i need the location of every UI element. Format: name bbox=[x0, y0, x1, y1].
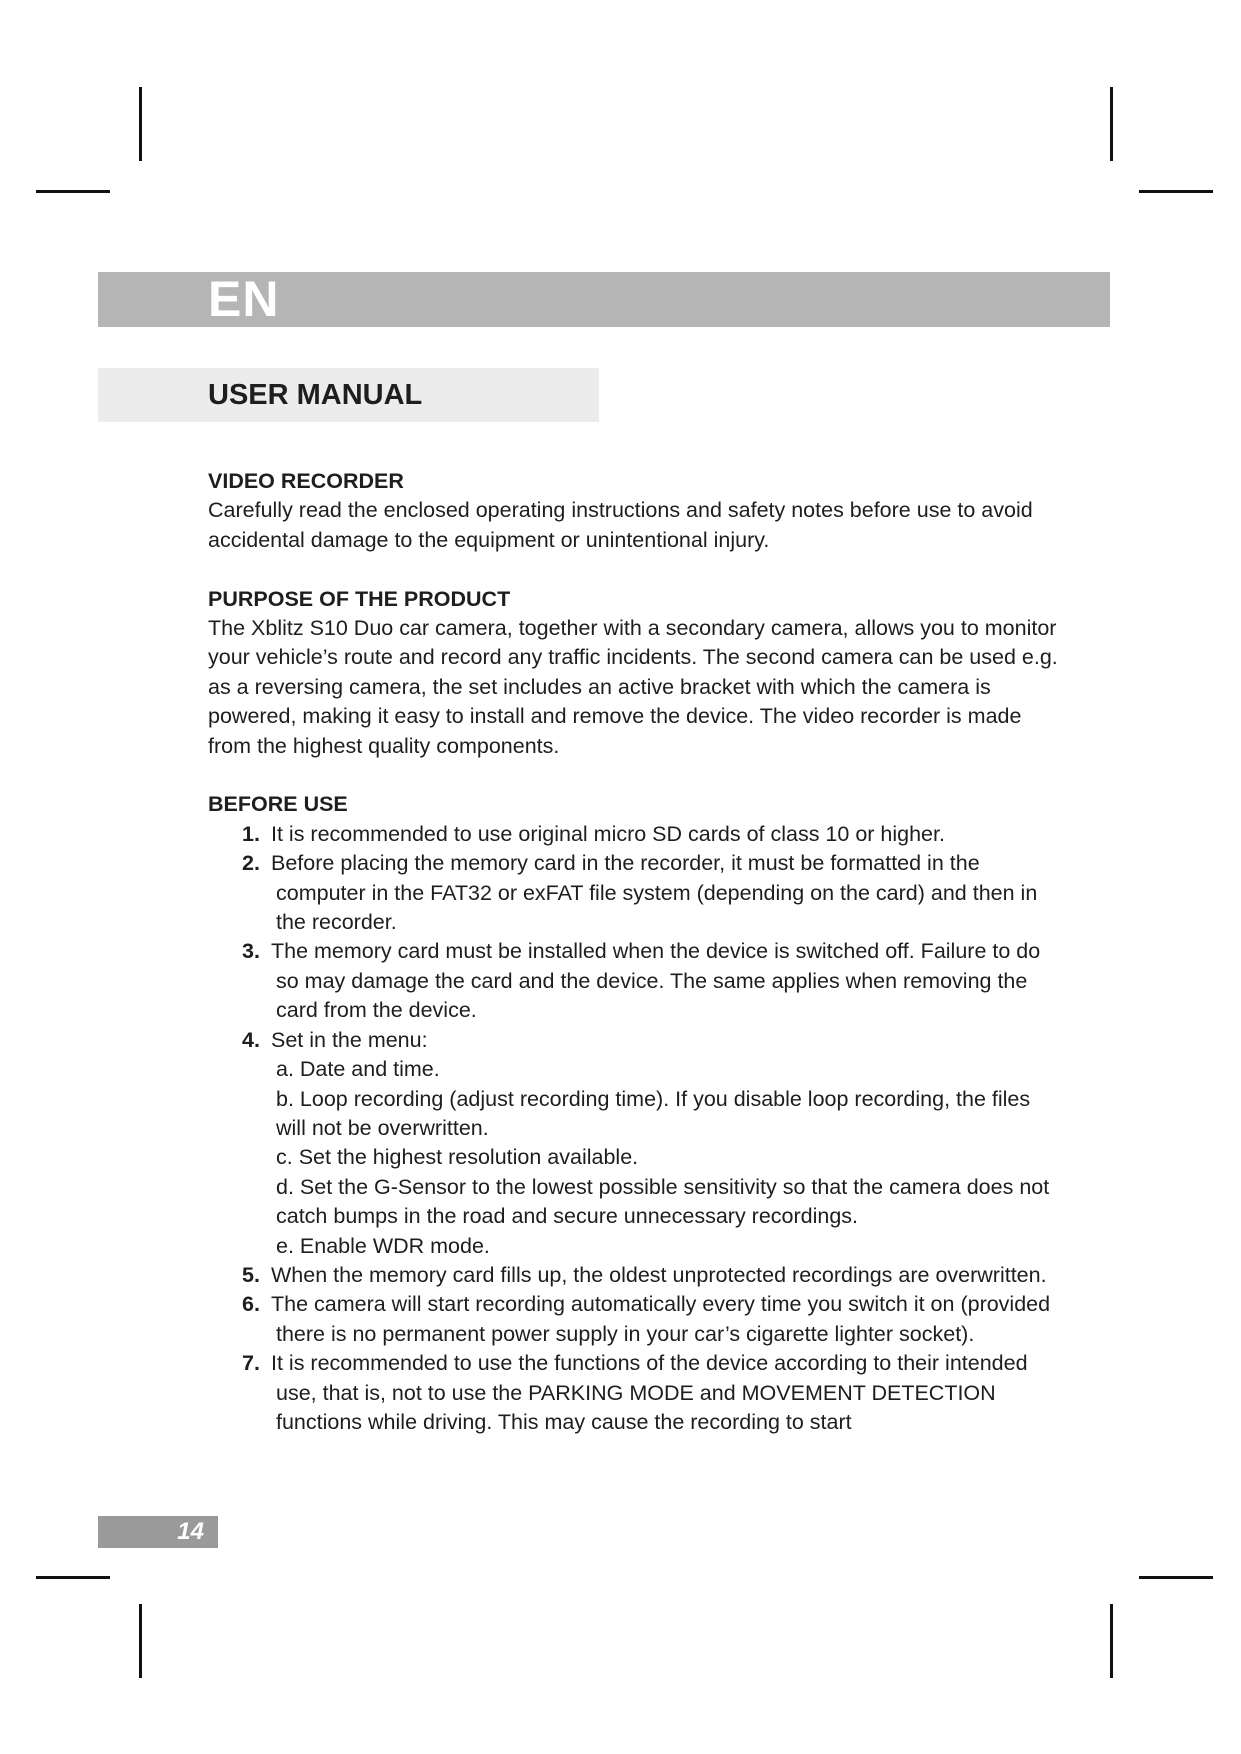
sub-list-item: b. Loop recording (adjust recording time). If you disable loop recording, the files will not be overwritten. bbox=[276, 1086, 1031, 1140]
section-heading: PURPOSE OF THE PRODUCT bbox=[208, 586, 511, 611]
step-text: When the memory card fills up, the oldest unprotected recordings are overwritten. bbox=[271, 1262, 1047, 1287]
list-item bbox=[208, 1026, 1058, 1261]
section-video-recorder bbox=[208, 467, 1058, 555]
sub-list-item: e. Enable WDR mode. bbox=[276, 1233, 490, 1258]
step-text: Set in the menu: bbox=[271, 1027, 428, 1052]
language-code: EN bbox=[208, 271, 280, 327]
page-number-badge bbox=[98, 1516, 218, 1548]
sub-list-item: d. Set the G-Sensor to the lowest possible sensitivity so that the camera does not catch bumps in the road and secure unnecessary recordings. bbox=[276, 1174, 1050, 1229]
section-paragraph: The Xblitz S10 Duo car camera, together with a secondary camera, allows you to monitor your vehicle’s route and record any traffic incidents. The second camera can be used e.g. as a reversing camera, the set includes an active bracket with which the camera is powered, making it easy to install and remove the device. The video recorder is made from the highest quality components. bbox=[208, 616, 1058, 758]
step-number: 4. bbox=[242, 1027, 260, 1052]
language-bar bbox=[98, 272, 1110, 327]
section-purpose bbox=[208, 585, 1058, 761]
step-text: Before placing the memory card in the recorder, it must be formatted in the computer in the FAT32 or exFAT file system (depending on the card) and then in the recorder. bbox=[271, 851, 1038, 935]
crop-mark-top-left-horizontal bbox=[36, 190, 110, 193]
section-paragraph: Carefully read the enclosed operating instructions and safety notes before use to avoid accidental damage to the equipment or unintentional injury. bbox=[208, 498, 1033, 552]
step-text: It is recommended to use original micro SD cards of class 10 or higher. bbox=[271, 821, 945, 846]
crop-mark-top-right-horizontal bbox=[1139, 190, 1213, 193]
page-title: USER MANUAL bbox=[208, 379, 423, 411]
crop-mark-bottom-right-vertical bbox=[1110, 1604, 1113, 1678]
sub-list-item: a. Date and time. bbox=[276, 1057, 440, 1082]
step-number: 3. bbox=[242, 939, 260, 964]
sub-list-item: c. Set the highest resolution available. bbox=[276, 1145, 639, 1170]
crop-mark-bottom-right-horizontal bbox=[1139, 1576, 1213, 1579]
section-before-use bbox=[208, 790, 1058, 1437]
list-item bbox=[208, 937, 1058, 1025]
list-item bbox=[208, 1290, 1058, 1349]
step-number: 7. bbox=[242, 1351, 260, 1376]
step-text: The camera will start recording automatically every time you switch it on (provided there is no permanent power supply in your car’s cigarette lighter socket). bbox=[271, 1292, 1051, 1346]
list-item bbox=[208, 849, 1058, 937]
list-item bbox=[208, 1349, 1058, 1437]
step-number: 5. bbox=[242, 1262, 260, 1287]
section-heading: VIDEO RECORDER bbox=[208, 469, 404, 493]
step-number: 1. bbox=[242, 821, 260, 846]
sub-list bbox=[276, 1055, 1058, 1261]
step-number: 2. bbox=[242, 851, 260, 876]
title-bar bbox=[98, 368, 599, 422]
steps-list bbox=[208, 820, 1058, 1438]
step-text: The memory card must be installed when the device is switched off. Failure to do so may damage the card and the device. The same applies when removing the card from the device. bbox=[271, 939, 1041, 1023]
page-number: 14 bbox=[177, 1518, 204, 1545]
step-text: It is recommended to use the functions of the device according to their intended use, that is, not to use the PARKING MODE and MOVEMENT DETECTION functions while driving. This may cause the recording to start bbox=[271, 1351, 1028, 1434]
list-item bbox=[208, 1261, 1058, 1290]
crop-mark-bottom-left-vertical bbox=[139, 1604, 142, 1678]
step-number: 6. bbox=[242, 1292, 260, 1317]
list-item bbox=[208, 820, 1058, 849]
crop-mark-top-right-vertical bbox=[1110, 87, 1113, 161]
manual-content bbox=[208, 467, 1058, 1437]
crop-mark-bottom-left-horizontal bbox=[36, 1576, 110, 1579]
crop-mark-top-left-vertical bbox=[139, 87, 142, 161]
section-heading: BEFORE USE bbox=[208, 792, 348, 817]
